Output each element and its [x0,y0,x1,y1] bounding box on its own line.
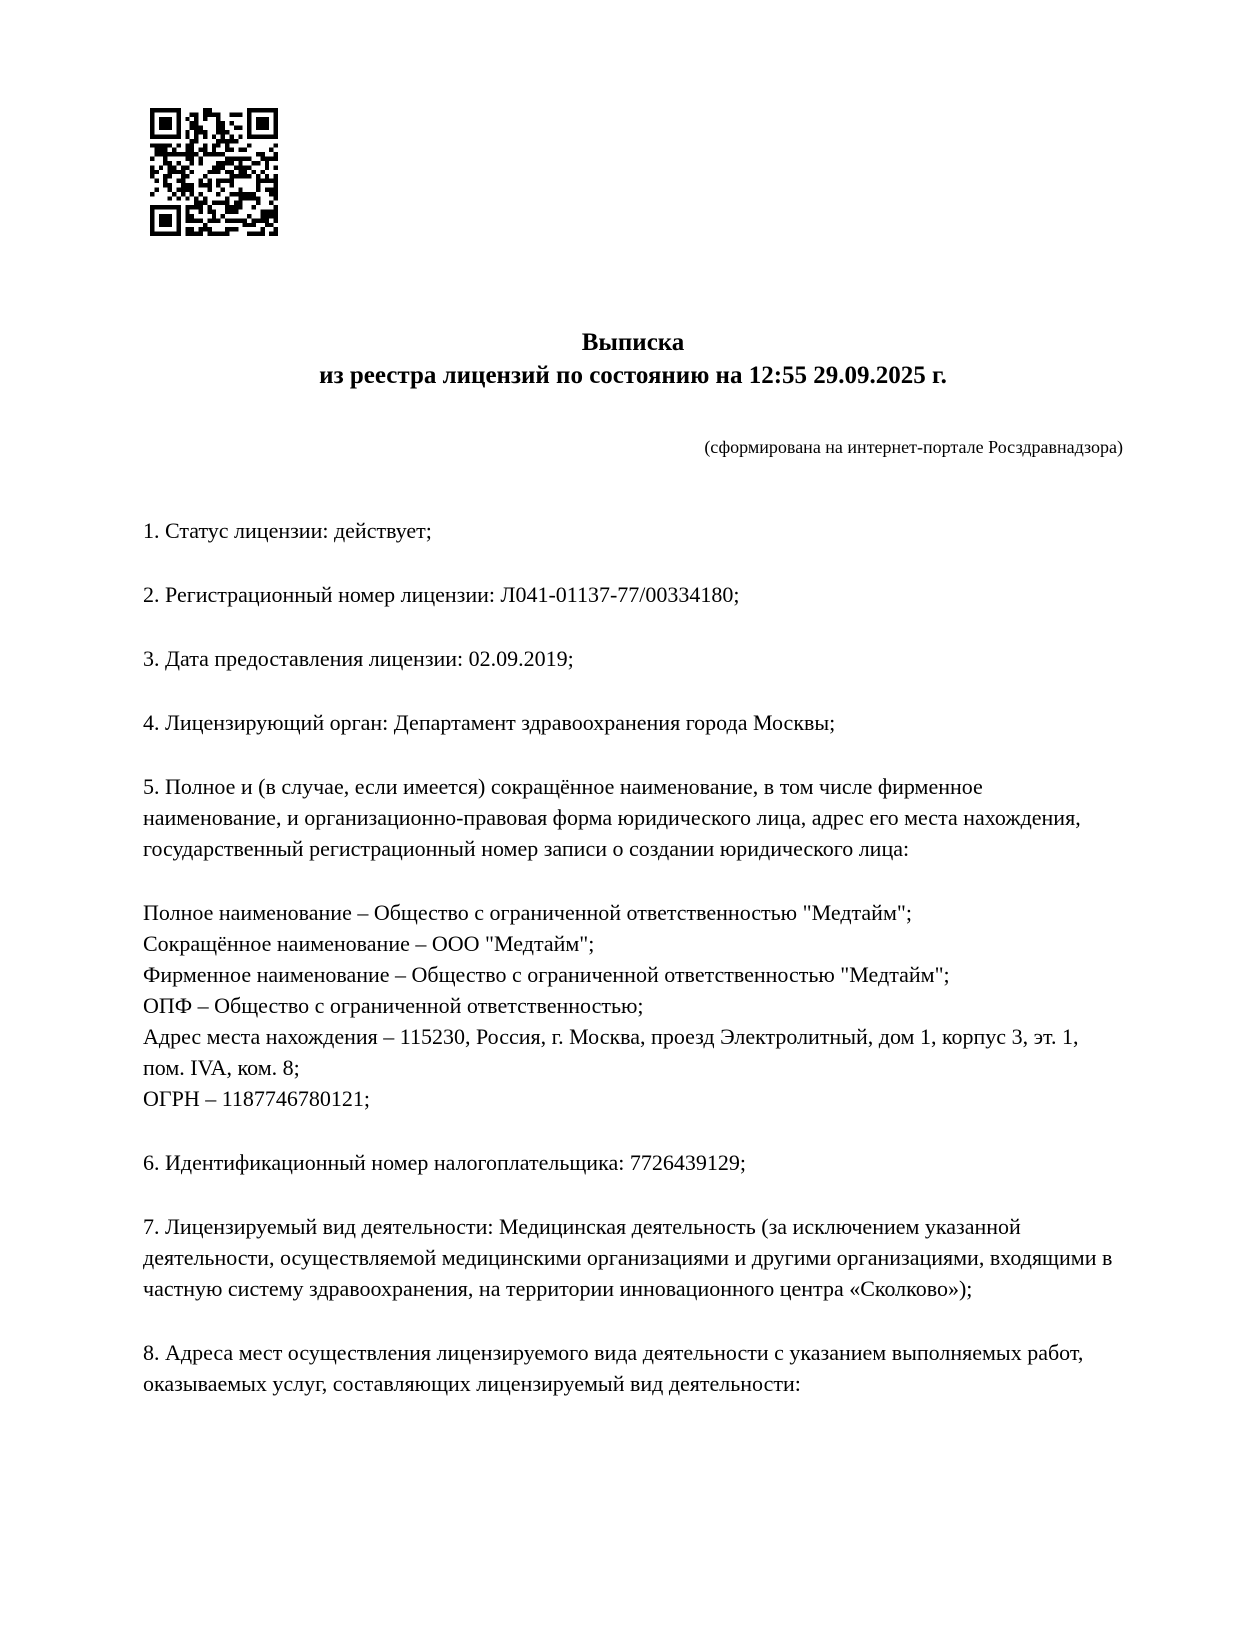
item-6-taxpayer-number: 6. Идентификационный номер налогоплательщика: 7726439129; [143,1150,746,1175]
document-title-line-2: из реестра лицензий по состоянию на 12:55 29.09.2025 г. [319,362,947,389]
document-title-line-1: Выписка [581,329,685,356]
document-content [143,326,1123,1432]
item-2-registration-number: 2. Регистрационный номер лицензии: Л041-01137-77/00334180; [143,582,740,607]
org-ogrn: ОГРН – 1187746780121; [143,1086,371,1111]
org-legal-form: ОПФ – Общество с ограниченной ответственностью; [143,993,644,1018]
item-7-licensed-activity: 7. Лицензируемый вид деятельности: Медицинская деятельность (за исключением указанной деятельности, осуществляемой медицинскими организациями и другими организациями, входящими в частную систему здравоохранения, на территории инновационного центра «Сколково»); [143,1214,1113,1301]
org-full-name: Полное наименование – Общество с ограниченной ответственностью "Медтайм"; [143,900,912,925]
item-1-license-status: 1. Статус лицензии: действует; [143,518,432,543]
item-5-legal-entity-info: 5. Полное и (в случае, если имеется) сокращённое наименование, в том числе фирменное наименование, и организационно-правовая форма юридического лица, адрес его места нахождения, государственный регистрационный номер записи о создании юридического лица: [143,774,1081,861]
org-details [143,897,1123,1114]
org-brand-name: Фирменное наименование – Общество с ограниченной ответственностью "Медтайм"; [143,962,950,987]
document-body [143,515,1123,1399]
generated-note: (сформирована на интернет-портале Росздравнадзора) [704,437,1123,457]
org-address: Адрес места нахождения – 115230, Россия, г. Москва, проезд Электролитный, дом 1, корпус 3, эт. 1, пом. IVA, ком. 8; [143,1024,1079,1080]
qr-code [150,108,278,236]
item-4-licensing-authority: 4. Лицензирующий орган: Департамент здравоохранения города Москвы; [143,710,836,735]
org-short-name: Сокращённое наименование – ООО "Медтайм"; [143,931,595,956]
item-3-issue-date: 3. Дата предоставления лицензии: 02.09.2019; [143,646,574,671]
item-8-activity-addresses-intro: 8. Адреса мест осуществления лицензируемого вида деятельности с указанием выполняемых работ, оказываемых услуг, составляющих лицензируемый вид деятельности: [143,1340,1084,1396]
